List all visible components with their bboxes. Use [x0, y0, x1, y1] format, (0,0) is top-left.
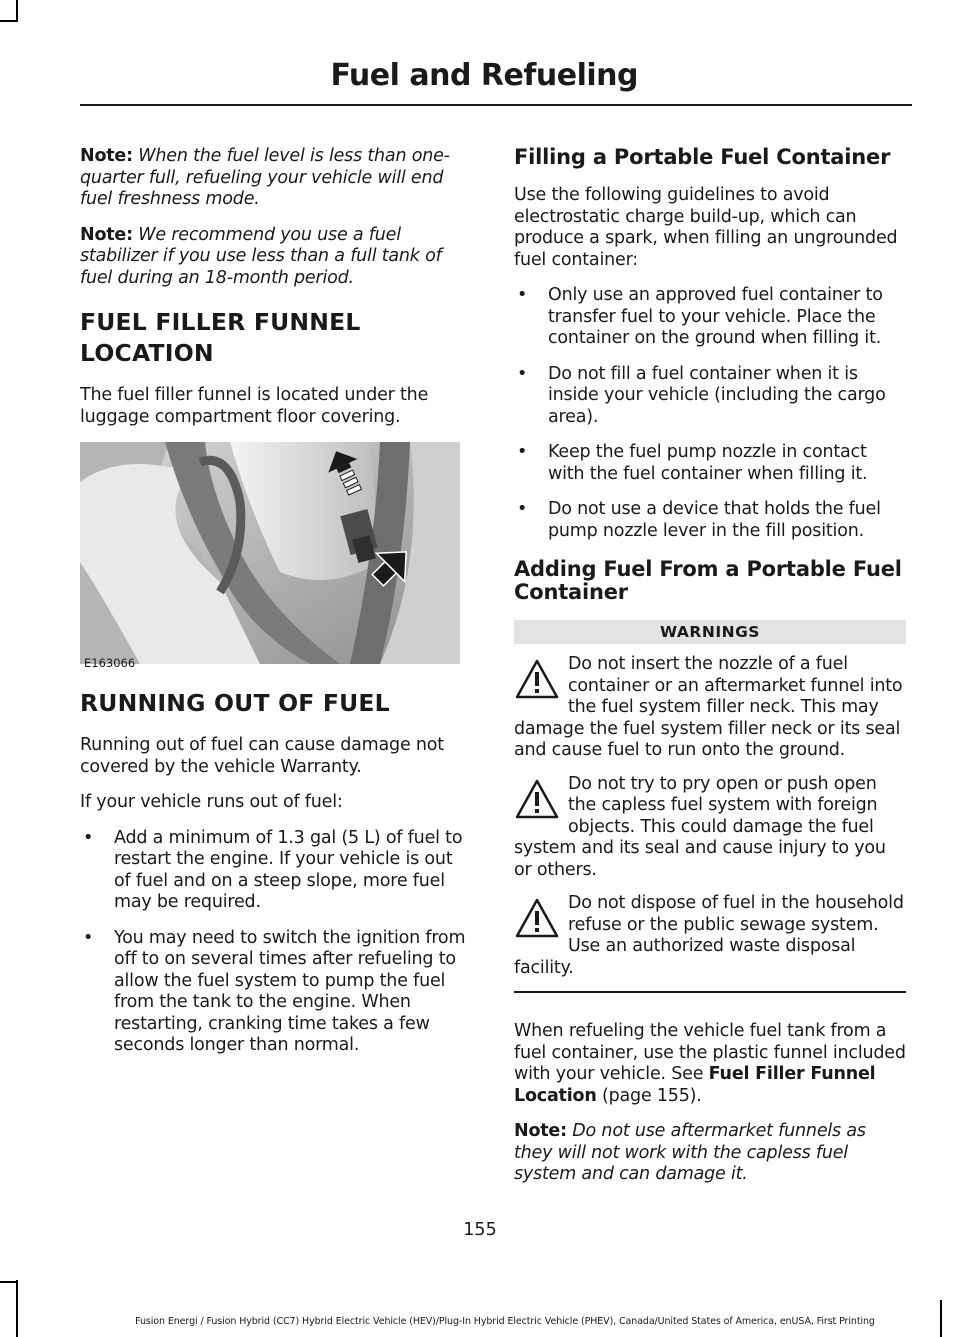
warning-text: Do not try to pry open or push open the capless fuel system with foreign objects. This could damage the fuel system and its seal and cause injury to you or others. — [514, 773, 886, 880]
crop-mark — [16, 1280, 18, 1337]
heading-filling-portable-container: Filling a Portable Fuel Container — [514, 145, 891, 169]
warning-item — [514, 774, 906, 882]
warnings-bar: WARNINGS — [514, 620, 906, 644]
note-text: When the fuel level is less than one-quarter full, refueling your vehicle will end fuel freshness mode. — [80, 146, 450, 209]
portable-intro: Use the following guidelines to avoid electrostatic charge build-up, which can produce a spark, when filling an ungrounded fuel container: — [514, 185, 898, 270]
list-item: • Keep the fuel pump nozzle in contact with the fuel container when filling it. — [514, 442, 906, 485]
heading-line: LOCATION — [80, 339, 214, 367]
list-item: • Do not use a device that holds the fuel pump nozzle lever in the fill position. — [514, 499, 906, 542]
header-rule — [80, 104, 912, 106]
note-text: We recommend you use a fuel stabilizer if you use less than a full tank of fuel during an 18-month period. — [80, 224, 442, 288]
heading-running-out-of-fuel: RUNNING OUT OF FUEL — [80, 689, 390, 717]
list-item: • Do not fill a fuel container when it is inside your vehicle (including the cargo area). — [514, 364, 906, 429]
page-title: Fuel and Refueling — [330, 58, 638, 93]
list-item: • Only use an approved fuel container to transfer fuel to your vehicle. Place the container on the ground when filling it. — [514, 285, 906, 350]
crop-mark — [0, 20, 18, 22]
warning-item — [514, 893, 906, 979]
page-reference: (page 155). — [596, 1085, 702, 1106]
crop-mark — [16, 0, 18, 22]
warning-triangle-icon — [514, 897, 560, 939]
crop-mark — [940, 1300, 942, 1337]
warnings-end-rule — [514, 991, 906, 993]
list-item: • Add a minimum of 1.3 gal (5 L) of fuel to restart the engine. If your vehicle is out of fuel and on a steep slope, more fuel may be required. — [80, 828, 472, 914]
note-fuel-stabilizer — [80, 225, 472, 290]
note-aftermarket-funnels — [514, 1121, 906, 1186]
funnel-location-text: The fuel filler funnel is located under the luggage compartment floor covering. — [80, 385, 429, 427]
warning-text: Do not insert the nozzle of a fuel container or an aftermarket funnel into the fuel system filler neck. This may damage the fuel system filler neck or its seal and cause fuel to run onto the ground. — [514, 654, 903, 760]
left-column — [80, 146, 472, 1071]
cross-reference-link[interactable]: Fuel Filler Funnel Location — [514, 1064, 876, 1106]
warning-triangle-icon — [514, 658, 560, 700]
if-text: If your vehicle runs out of fuel: — [80, 792, 343, 812]
heading-fuel-filler-funnel — [80, 307, 472, 369]
run-out-list — [80, 828, 472, 1057]
warning-text: Do not dispose of fuel in the household refuse or the public sewage system. Use an authorized waste disposal facility. — [514, 893, 904, 978]
footer-text: Fusion Energi / Fusion Hybrid (CC7) Hybrid Electric Vehicle (HEV)/Plug-In Hybrid Electric Vehicle (PHEV), Canada/United States of America, enUSA, First Printing — [135, 1316, 875, 1327]
note-label: Note: — [514, 1121, 567, 1141]
note-fuel-freshness — [80, 146, 472, 211]
note-label: Note: — [80, 224, 133, 245]
run-out-text: Running out of fuel can cause damage not covered by the vehicle Warranty. — [80, 735, 444, 777]
fuel-funnel-figure — [80, 442, 460, 670]
note-label: Note: — [80, 146, 133, 166]
heading-adding-fuel: Adding Fuel From a Portable Fuel Container — [514, 557, 902, 604]
portable-guidelines — [514, 285, 906, 542]
refuel-text: When refueling the vehicle fuel tank from a fuel container, use the plastic funnel included with your vehicle. See — [514, 1021, 906, 1084]
heading-line: FUEL FILLER FUNNEL — [80, 308, 361, 336]
crop-mark — [0, 1281, 18, 1283]
list-item: • You may need to switch the ignition from off to on several times after refueling to allow the fuel system to pump the fuel from the tank to the engine. When restarting, cranking time takes a few seconds longer than normal. — [80, 928, 472, 1057]
right-column — [514, 146, 906, 1200]
fuel-funnel-illustration — [80, 442, 460, 664]
page-number: 155 — [463, 1220, 497, 1240]
warning-triangle-icon — [514, 778, 560, 820]
refuel-from-container-text — [514, 1021, 906, 1107]
note-text: Do not use aftermarket funnels as they will not work with the capless fuel system and can damage it. — [514, 1121, 866, 1184]
figure-code: E163066 — [84, 656, 136, 670]
warning-item — [514, 654, 906, 762]
